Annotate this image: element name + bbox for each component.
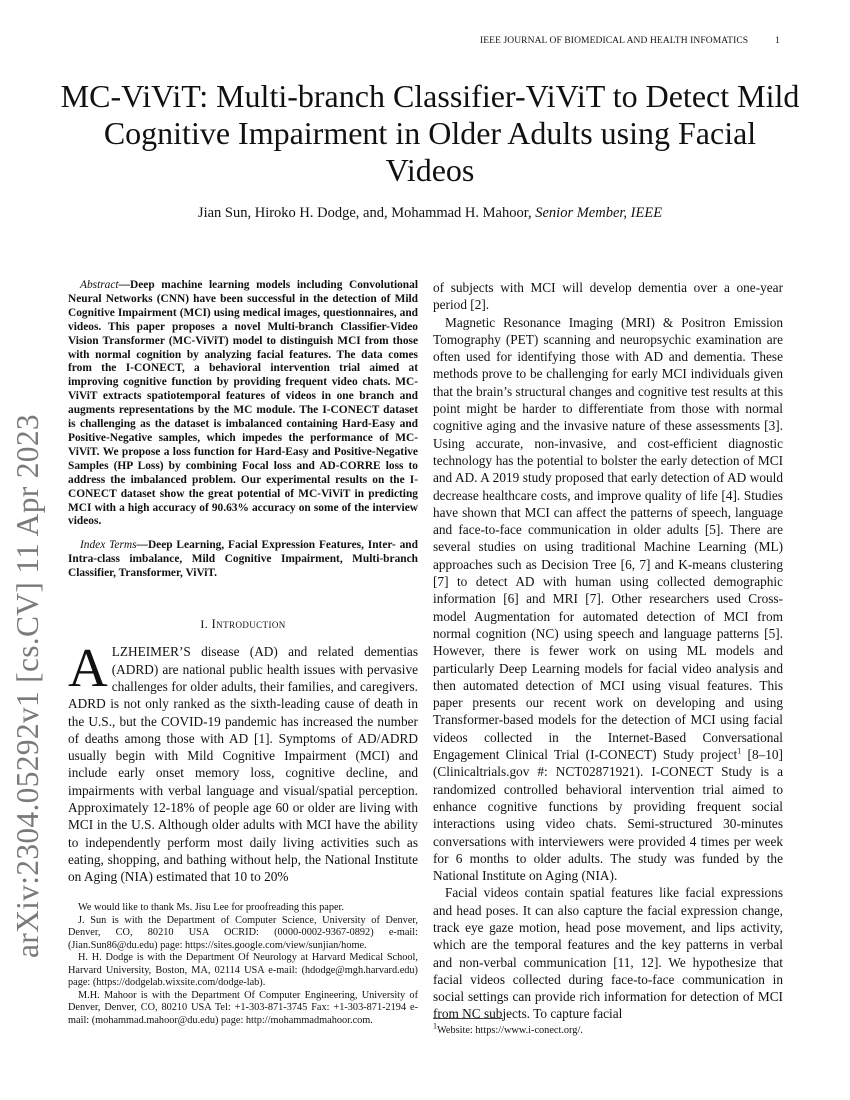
intro-paragraph-2-text: Magnetic Resonance Imaging (MRI) & Positron Emission Tomography (PET) scanning and neuropsychic examination are often used for identifying those with AD and dementia. These methods prove to be challenging for early MCI individuals given that the brain’s structural changes and cognitive test results at this point might be harder to differentiate from those with normal cognitive aging and the invasive nature of these assessments [3]. Using accurate, non-invasive, and cost-efficient diagnostic technology has the potential to bolster the early detection of MCI and AD. A 2019 study proposed that early detection of AD would decrease healthcare costs, and improve quality of life [4]. Studies have shown that MCI can affect the patterns of speech, language and face-to-face communication in older adults [5]. There are several studies on using traditional Machine Learning (ML) approaches such as Decision Tree [6, 7] and K-means clustering [7] to detect AD with human using collected demographic information [6] and MRI [7]. Other researchers used Cross-model Augmentation for automated detection of MCI from normal cognition (NC) using speech and language patterns [5]. However, there is fewer work on using ML models and particularly Deep Learning models for facial video analysis and then automated detection of MCI using visual features. This paper presents our recent work on developing and using Transformer-based models for the detection of MCI using facial videos collected in the Internet-Based Conversational Engagement Clinical Trial (I-CONECT) Study project bbox=[433, 314, 783, 763]
author-line bbox=[60, 205, 800, 222]
drop-cap: A bbox=[68, 637, 108, 699]
paper-title: MC-ViViT: Multi-branch Classifier-ViViT to Detect Mild Cognitive Impairment in Older Adults using Facial Videos bbox=[60, 78, 800, 188]
footnote-sun: J. Sun is with the Department of Computer Science, University of Denver, Denver, CO, 80210 USA OCRID: (0000-0002-9367-0892) e-mail: (Jian.Sun86@du.edu) page: https://sites.google.com/view/sunjian/home. bbox=[68, 914, 418, 951]
footnote-marker: 1 bbox=[737, 746, 742, 756]
footnote-dodge: H. H. Dodge is with the Department Of Neurology at Harvard Medical School, Harvard University, Boston, MA, 02114 USA e-mail: (hdodge@mgh.harvard.edu) page: (https://dodgelab.wixsite.com/dodge-lab). bbox=[68, 952, 418, 988]
intro-paragraph-3: Facial videos contain spatial features like facial expressions and head poses. It can also capture the facial expression change, track eye gaze motion, head pose movement, and lips activity, which are the temporal features and the key patterns in verbal and non-verbal communication [11, 12]. We hypothesize that facial videos collected during face-to-face communication in social settings can provide rich information for detection of MCI from NC subjects. To capture facial bbox=[433, 885, 783, 1022]
journal-name: IEEE JOURNAL OF BIOMEDICAL AND HEALTH INFOMATICS bbox=[480, 36, 749, 46]
right-column bbox=[433, 279, 783, 1023]
section-numeral: I. bbox=[200, 617, 209, 632]
index-terms-text: Deep Learning, Facial Expression Features, Inter- and Intra-class imbalance, Mild Cognitive Impairment, Multi-branch Classifier, Transformer, ViViT. bbox=[68, 539, 418, 580]
footnotes-left bbox=[68, 902, 418, 1027]
author-membership: Senior Member, IEEE bbox=[535, 205, 663, 221]
intro-paragraph-2-tail: [8–10] (Clinicaltrials.gov #: NCT02871921). I-CONECT Study is a randomized controlled behavioral intervention trial aimed to enhance cognitive functions by providing frequent social interactions using video chats. Semi-structured 30-minutes conversations with interviewers were provided 4 times per week for 6 months to older adults. The study was funded by the National Institute on Aging (NIA). bbox=[433, 747, 783, 884]
left-column bbox=[68, 279, 418, 885]
arxiv-stamp: arXiv:2304.05292v1 [cs.CV] 11 Apr 2023 bbox=[10, 414, 45, 958]
section-heading bbox=[68, 615, 418, 633]
abstract: Abstract—Deep machine learning models including Convolutional Neural Networks (CNN) have been successful in the detection of Mild Cognitive Impairment (MCI) using medical images, questionnaires, and videos. This paper proposes a novel Multi-branch Classifier-Video Vision Transformer (MC-ViViT) model to distinguish MCI from those with normal cognition by analyzing facial features. The data comes from the I-CONECT, a behavioral intervention trial aimed at improving cognitive function by providing frequent video chats. MC-ViViT extracts spatiotemporal features of videos in one branch and augments representations by the MC module. The I-CONECT dataset is challenging as the dataset is imbalanced containing Hard-Easy and Positive-Negative samples, which impedes the performance of MC-ViViT. We propose a loss function for Hard-Easy and Positive-Negative Samples (HP Loss) by combining Focal loss and AD-CORRE loss to address the imbalanced problem. Our experimental results on the I-CONECT dataset show the great potential of MC-ViViT in predicting MCI with a high accuracy of 90.63% accuracy on some of the interview videos. bbox=[68, 279, 418, 528]
footnote-website-text: Website: https://www.i-conect.org/. bbox=[437, 1025, 583, 1036]
index-terms-label: Index Terms bbox=[80, 539, 137, 552]
abstract-text: Deep machine learning models including Convolutional Neural Networks (CNN) have been successful in the detection of Mild Cognitive Impairment (MCI) using medical images, questionnaires, and videos. This paper proposes a novel Multi-branch Classifier-Video Vision Transformer (MC-ViViT) model to distinguish MCI from those with normal cognition by analyzing facial features. The data comes from the I-CONECT, a behavioral intervention trial aimed at improving cognitive function by providing frequent video chats. MC-ViViT extracts spatiotemporal features of videos in one branch and augments representations by the MC module. The I-CONECT dataset is challenging as the dataset is imbalanced containing Hard-Easy and Positive-Negative samples, which impedes the performance of MC-ViViT. We propose a loss function for Hard-Easy and Positive-Negative Samples (HP Loss) by combining Focal loss and AD-CORRE loss to address the imbalanced problem. Our experimental results on the I-CONECT dataset show the great potential of MC-ViViT in predicting MCI with a high accuracy of 90.63% accuracy on some of the interview videos. bbox=[68, 279, 418, 528]
running-head bbox=[480, 36, 780, 46]
footnote-website-mark: 1 bbox=[433, 1021, 437, 1031]
intro-paragraph-1-text: disease (AD) and related dementias (ADRD) are national public health issues with pervasive challenges for older adults, their families, and caregivers. ADRD is not only ranked as the sixth-leading cause of death in the U.S., but the COVID-19 pandemic has increased the number of deaths among those with AD [1]. Symptoms of AD/ADRD usually begin with Mild Cognitive Impairment (MCI) and include early onset memory loss, cognitive decline, and impairments with verbal language and visual/spatial perception. Approximately 12-18% of people age 60 or older are living with MCI in the U.S. Although older adults with MCI have the ability to independently perform most daily living activities such as eating, shopping, and bathing without help, the National Institute on Aging (NIA) estimated that 10 to 20% bbox=[68, 644, 418, 885]
footnote-rule bbox=[433, 1018, 503, 1019]
index-terms: Index Terms—Deep Learning, Facial Expression Features, Inter- and Intra-class imbalance, Mild Cognitive Impairment, Multi-branch Classifier, Transformer, ViViT. bbox=[68, 539, 418, 580]
page-number: 1 bbox=[775, 36, 780, 46]
intro-paragraph-2 bbox=[433, 314, 783, 885]
lead-caps: LZHEIMER’S bbox=[111, 644, 191, 660]
footnote-thanks: We would like to thank Ms. Jisu Lee for proofreading this paper. bbox=[78, 902, 344, 913]
author-names: Jian Sun, Hiroko H. Dodge, and, Mohammad H. Mahoor, bbox=[197, 205, 532, 221]
footnote-mahoor: M.H. Mahoor is with the Department Of Computer Engineering, University of Denver, Denver, CO, 80210 USA Tel: +1-303-871-3745 Fax: +1-303-871-2194 e-mail: (mohammad.mahoor@du.edu) page: http://mohammadmahoor.com. bbox=[68, 989, 418, 1026]
section-title: Introduction bbox=[211, 616, 286, 632]
abstract-label: Abstract bbox=[80, 279, 119, 291]
intro-paragraph-1 bbox=[68, 637, 418, 885]
intro-continuation: of subjects with MCI will develop dementia over a one-year period [2]. bbox=[433, 280, 783, 313]
footnote-website bbox=[433, 1021, 783, 1038]
